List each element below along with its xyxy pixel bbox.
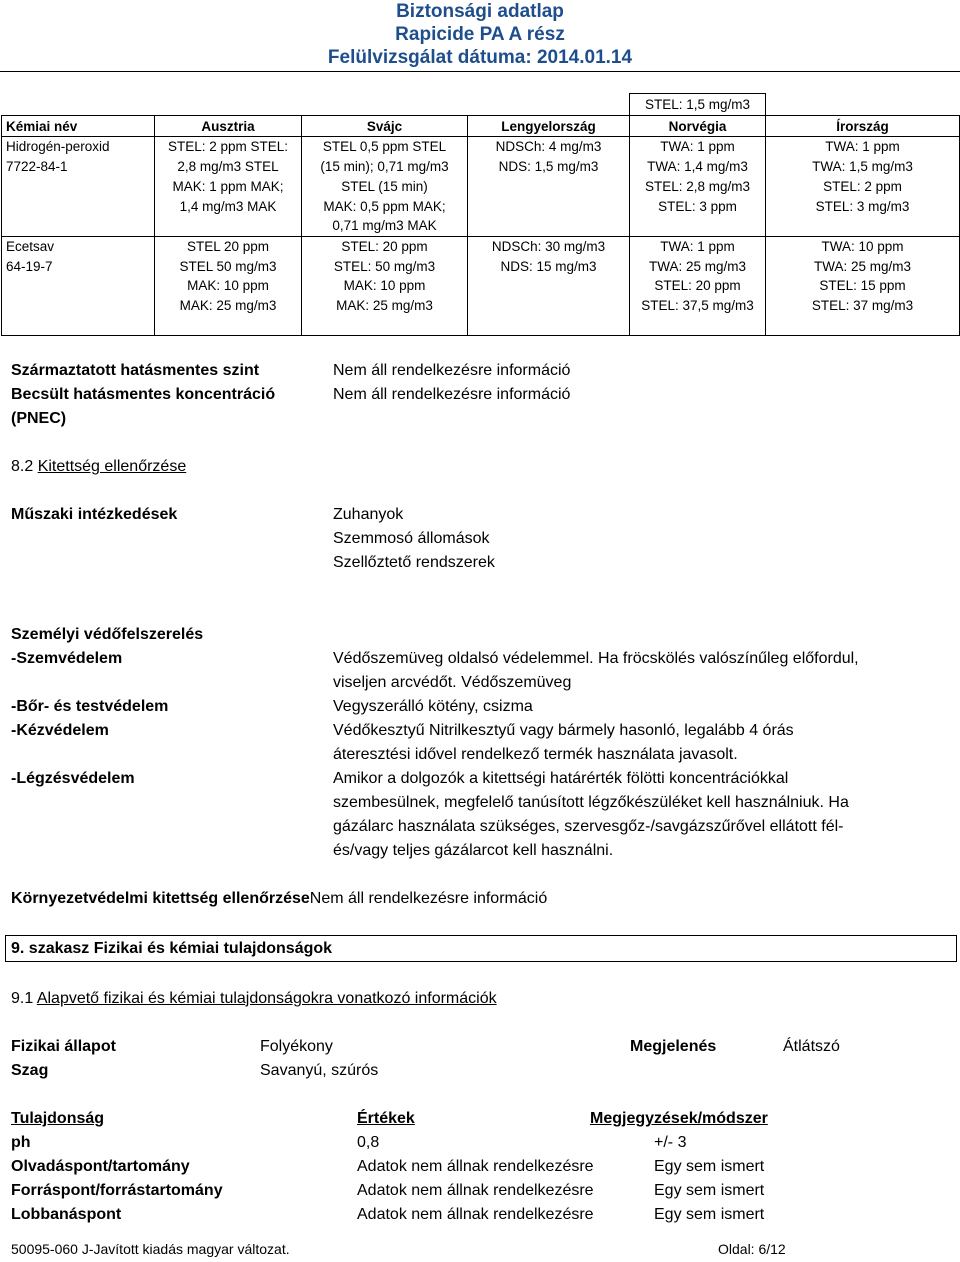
dnel-label: Származtatott hatásmentes szint bbox=[11, 362, 260, 379]
technical-measures-label: Műszaki intézkedések bbox=[11, 506, 178, 523]
hand-protection-value: Védőkesztyű Nitrilkesztyű vagy bármely hasonló, legalább 4 órás bbox=[333, 722, 794, 739]
physical-state-label: Fizikai állapot bbox=[11, 1038, 116, 1055]
environmental-value: Nem áll rendelkezésre információ bbox=[309, 890, 548, 907]
limit-cell: TWA: 1 ppm TWA: 25 mg/m3 STEL: 20 ppm STEL: 37,5 mg/m3 bbox=[630, 236, 766, 335]
property-remark: Egy sem ismert bbox=[654, 1158, 765, 1175]
skin-protection-label: -Bőr- és testvédelem bbox=[11, 698, 169, 715]
chemical-name: Ecetsav 64-19-7 bbox=[2, 236, 155, 335]
environmental-exposure bbox=[11, 887, 547, 911]
limit-cell: NDSCh: 4 mg/m3 NDS: 1,5 mg/m3 bbox=[468, 137, 630, 237]
eye-protection-value: Védőszemüveg oldalsó védelemmel. Ha fröcskölés valószínűleg előfordul, bbox=[333, 650, 859, 667]
column-header: Lengyelország bbox=[468, 115, 630, 137]
table-note-row bbox=[2, 94, 960, 116]
column-header: Írország bbox=[766, 115, 960, 137]
column-header: Ausztria bbox=[155, 115, 302, 137]
appearance-value: Átlátszó bbox=[783, 1038, 840, 1055]
norway-note: STEL: 1,5 mg/m3 bbox=[630, 94, 766, 116]
pnec-label-abbrev: (PNEC) bbox=[11, 410, 67, 427]
appearance-label: Megjelenés bbox=[630, 1038, 717, 1055]
section-9-1-heading bbox=[11, 987, 497, 1011]
limit-cell: STEL 20 ppm STEL 50 mg/m3 MAK: 10 ppm MAK: 25 mg/m3 bbox=[155, 236, 302, 335]
limit-cell: STEL 0,5 ppm STEL (15 min); 0,71 mg/m3 STEL (15 min) MAK: 0,5 ppm MAK; 0,71 mg/m3 MAK bbox=[302, 137, 468, 237]
hand-protection-value: áteresztési idővel rendelkező termék használata javasolt. bbox=[333, 746, 738, 763]
section-number: 9.1 bbox=[11, 990, 37, 1007]
property-column-header: Tulajdonság bbox=[11, 1110, 105, 1127]
property-name: Forráspont/forrástartomány bbox=[11, 1182, 223, 1199]
property-name: Olvadáspont/tartomány bbox=[11, 1158, 190, 1175]
technical-measure-item: Szemmosó állomások bbox=[333, 530, 490, 547]
property-name: Lobbanáspont bbox=[11, 1206, 122, 1223]
ppe-heading: Személyi védőfelszerelés bbox=[11, 626, 204, 643]
section-number: 8.2 bbox=[11, 458, 38, 475]
section-title: Alapvető fizikai és kémiai tulajdonságokra vonatkozó információk bbox=[36, 990, 497, 1007]
physical-state-value: Folyékony bbox=[260, 1038, 333, 1055]
respiratory-protection-value: és/vagy teljes gázálarcot kell használni. bbox=[333, 842, 614, 859]
table-header-row bbox=[2, 115, 960, 137]
odor-value: Savanyú, szúrós bbox=[260, 1062, 379, 1079]
column-header: Kémiai név bbox=[2, 115, 155, 137]
column-header: Svájc bbox=[302, 115, 468, 137]
limit-cell: TWA: 1 ppm TWA: 1,5 mg/m3 STEL: 2 ppm STEL: 3 mg/m3 bbox=[766, 137, 960, 237]
remark-column-header: Megjegyzések/módszer bbox=[590, 1110, 768, 1127]
table-row bbox=[2, 137, 960, 237]
section-9-title: 9. szakasz Fizikai és kémiai tulajdonságok bbox=[11, 940, 333, 957]
property-value: Adatok nem állnak rendelkezésre bbox=[357, 1182, 594, 1199]
respiratory-protection-value: szembesülnek, megfelelő tanúsított légzőkészüléket kell használniuk. Ha bbox=[333, 794, 849, 811]
page-number: Oldal: 6/12 bbox=[718, 1241, 786, 1257]
property-remark: +/- 3 bbox=[654, 1134, 687, 1151]
limit-cell: TWA: 1 ppm TWA: 1,4 mg/m3 STEL: 2,8 mg/m3 STEL: 3 ppm bbox=[630, 137, 766, 237]
technical-measure-item: Zuhanyok bbox=[333, 506, 404, 523]
header-divider bbox=[0, 71, 960, 72]
eye-protection-label: -Szemvédelem bbox=[11, 650, 123, 667]
environmental-label: Környezetvédelmi kitettség ellenőrzése bbox=[11, 890, 310, 907]
property-remark: Egy sem ismert bbox=[654, 1182, 765, 1199]
property-value: Adatok nem állnak rendelkezésre bbox=[357, 1206, 594, 1223]
table-row bbox=[2, 236, 960, 335]
property-value: 0,8 bbox=[357, 1134, 380, 1151]
exposure-limits-table bbox=[1, 93, 960, 336]
pnec-value: Nem áll rendelkezésre információ bbox=[333, 386, 571, 403]
technical-measure-item: Szellőztető rendszerek bbox=[333, 554, 495, 571]
respiratory-protection-value: gázálarc használata szükséges, szervesgőz-/savgázszűrővel ellátott fél- bbox=[333, 818, 844, 835]
skin-protection-value: Vegyszerálló kötény, csizma bbox=[333, 698, 533, 715]
product-name: Rapicide PA A rész bbox=[395, 24, 565, 45]
revision-date: Felülvizsgálat dátuma: 2014.01.14 bbox=[327, 47, 633, 68]
odor-label: Szag bbox=[11, 1062, 49, 1079]
footer-revision: 50095-060 J-Javított kiadás magyar változat. bbox=[11, 1241, 290, 1257]
property-name: ph bbox=[11, 1134, 31, 1151]
pnec-label: Becsült hatásmentes koncentráció bbox=[11, 386, 276, 403]
property-remark: Egy sem ismert bbox=[654, 1206, 765, 1223]
limit-cell: TWA: 10 ppm TWA: 25 mg/m3 STEL: 15 ppm STEL: 37 mg/m3 bbox=[766, 236, 960, 335]
eye-protection-value: viseljen arcvédőt. Védőszemüveg bbox=[333, 674, 572, 691]
section-title: Kitettség ellenőrzése bbox=[37, 458, 187, 475]
document-title: Biztonsági adatlap bbox=[396, 1, 564, 22]
chemical-name: Hidrogén-peroxid 7722-84-1 bbox=[2, 137, 155, 237]
respiratory-protection-label: -Légzésvédelem bbox=[11, 770, 135, 787]
section-8-2-heading bbox=[11, 455, 186, 479]
dnel-value: Nem áll rendelkezésre információ bbox=[333, 362, 571, 379]
respiratory-protection-value: Amikor a dolgozók a kitettségi határérték fölötti koncentrációkkal bbox=[333, 770, 789, 787]
hand-protection-label: -Kézvédelem bbox=[11, 722, 109, 739]
column-header: Norvégia bbox=[630, 115, 766, 137]
value-column-header: Értékek bbox=[357, 1110, 415, 1127]
limit-cell: STEL: 2 ppm STEL: 2,8 mg/m3 STEL MAK: 1 ppm MAK; 1,4 mg/m3 MAK bbox=[155, 137, 302, 237]
limit-cell: STEL: 20 ppm STEL: 50 mg/m3 MAK: 10 ppm MAK: 25 mg/m3 bbox=[302, 236, 468, 335]
limit-cell: NDSCh: 30 mg/m3 NDS: 15 mg/m3 bbox=[468, 236, 630, 335]
property-value: Adatok nem állnak rendelkezésre bbox=[357, 1158, 594, 1175]
